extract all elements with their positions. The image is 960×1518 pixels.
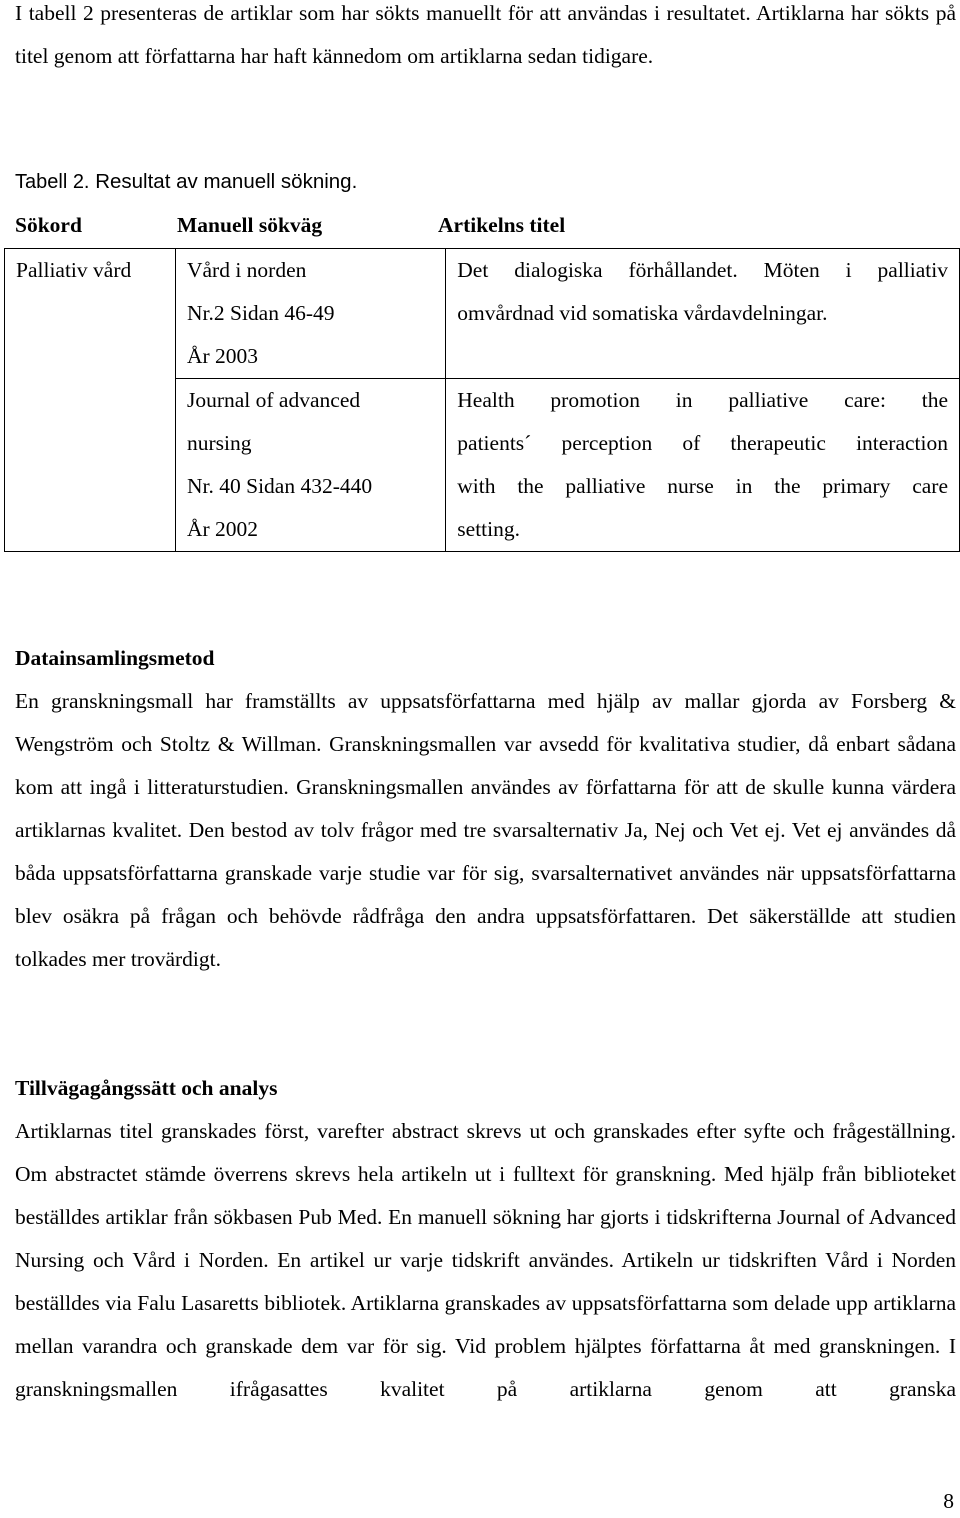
table-header-sokord: Sökord <box>15 213 82 237</box>
table-row <box>5 249 960 379</box>
sokvag-line: Journal of advanced <box>186 388 361 412</box>
intro-paragraph: I tabell 2 presenteras de artiklar som har sökts manuellt för att användas i resultatet. Artiklarna har sökts på titel genom att författarna har haft kännedom om artiklarna sedan tidigare. <box>15 1 956 68</box>
sokvag-line: År 2002 <box>186 517 259 541</box>
sokvag-line: År 2003 <box>186 344 259 368</box>
table-cell-sokvag <box>175 379 445 552</box>
titel-line: setting. <box>457 517 520 541</box>
sokvag-line: Nr. 40 Sidan 432-440 <box>186 474 373 498</box>
table-cell-sokvag <box>175 249 445 379</box>
page-number: 8 <box>943 1489 954 1513</box>
table-caption <box>15 160 357 204</box>
table-cell-titel <box>446 249 960 379</box>
titel-line: Det dialogiska förhållandet. Möten i palliativ <box>457 258 948 282</box>
section-heading-tillvagagangssatt: Tillvägagångssätt och analys <box>15 1076 278 1100</box>
table-cell-titel <box>446 379 960 552</box>
table-caption-text: Resultat av manuell sökning. <box>89 170 358 193</box>
section-body-tillvagagangssatt: Artiklarnas titel granskades först, varefter abstract skrevs ut och granskades efter syfte och frågeställning. Om abstractet stämde överrens skrevs hela artikeln ut i fulltext för granskning. Med hjälp från biblioteket beställdes artiklar från sökbasen Pub Med. En manuell sökning har gjorts i tidskrifterna Journal of Advanced Nursing och Vård i Norden. En artikel ur varje tidskrift användes. Artikeln ur tidskriften Vård i Norden beställdes via Falu Lasaretts bibliotek. Artiklarna granskades av uppsatsförfattarna som delade upp artiklarna mellan varandra och granskade dem var för sig. Vid problem hjälptes författarna åt med granskningen. I granskningsmallen ifrågasattes kvalitet på artiklarna genom att granska <box>15 1119 956 1401</box>
results-table <box>4 248 960 552</box>
titel-line: omvårdnad vid somatiska vårdavdelningar. <box>457 301 828 325</box>
titel-line: Health promotion in palliative care: the <box>457 388 948 412</box>
sokvag-line: Nr.2 Sidan 46-49 <box>186 301 335 325</box>
titel-line: patients´ perception of therapeutic interaction <box>457 431 948 455</box>
table-header-titel: Artikelns titel <box>438 213 566 237</box>
titel-line: with the palliative nurse in the primary care <box>457 474 948 498</box>
table-header-sokvag: Manuell sökväg <box>177 213 323 237</box>
section-body-datainsamlingsmetod: En granskningsmall har framställts av uppsatsförfattarna med hjälp av mallar gjorda av Forsberg & Wengström och Stoltz & Willman. Granskningsmallen var avsedd för kvalitativa studier, då enbart sådana kom att ingå i litteraturstudien. Granskningsmallen användes av författarna för att de skulle kunna värdera artiklarnas kvalitet. Den bestod av tolv frågor med tre svarsalternativ Ja, Nej och Vet ej. Vet ej användes då båda uppsatsförfattarna granskade varje studie var för sig, svarsalternativet användes när uppsatsförfattarna blev osäkra på frågan och behövde rådfråga den andra uppsatsförfattaren. Det säkerställde att studien tolkades mer trovärdigt. <box>15 689 956 971</box>
table-cell-sokord <box>5 249 176 552</box>
sokvag-line: nursing <box>186 431 252 455</box>
sokord-text: Palliativ vård <box>16 258 132 282</box>
section-heading-datainsamlingsmetod: Datainsamlingsmetod <box>15 646 215 670</box>
sokvag-line: Vård i norden <box>186 258 307 282</box>
table-caption-label: Tabell 2. <box>15 171 90 193</box>
